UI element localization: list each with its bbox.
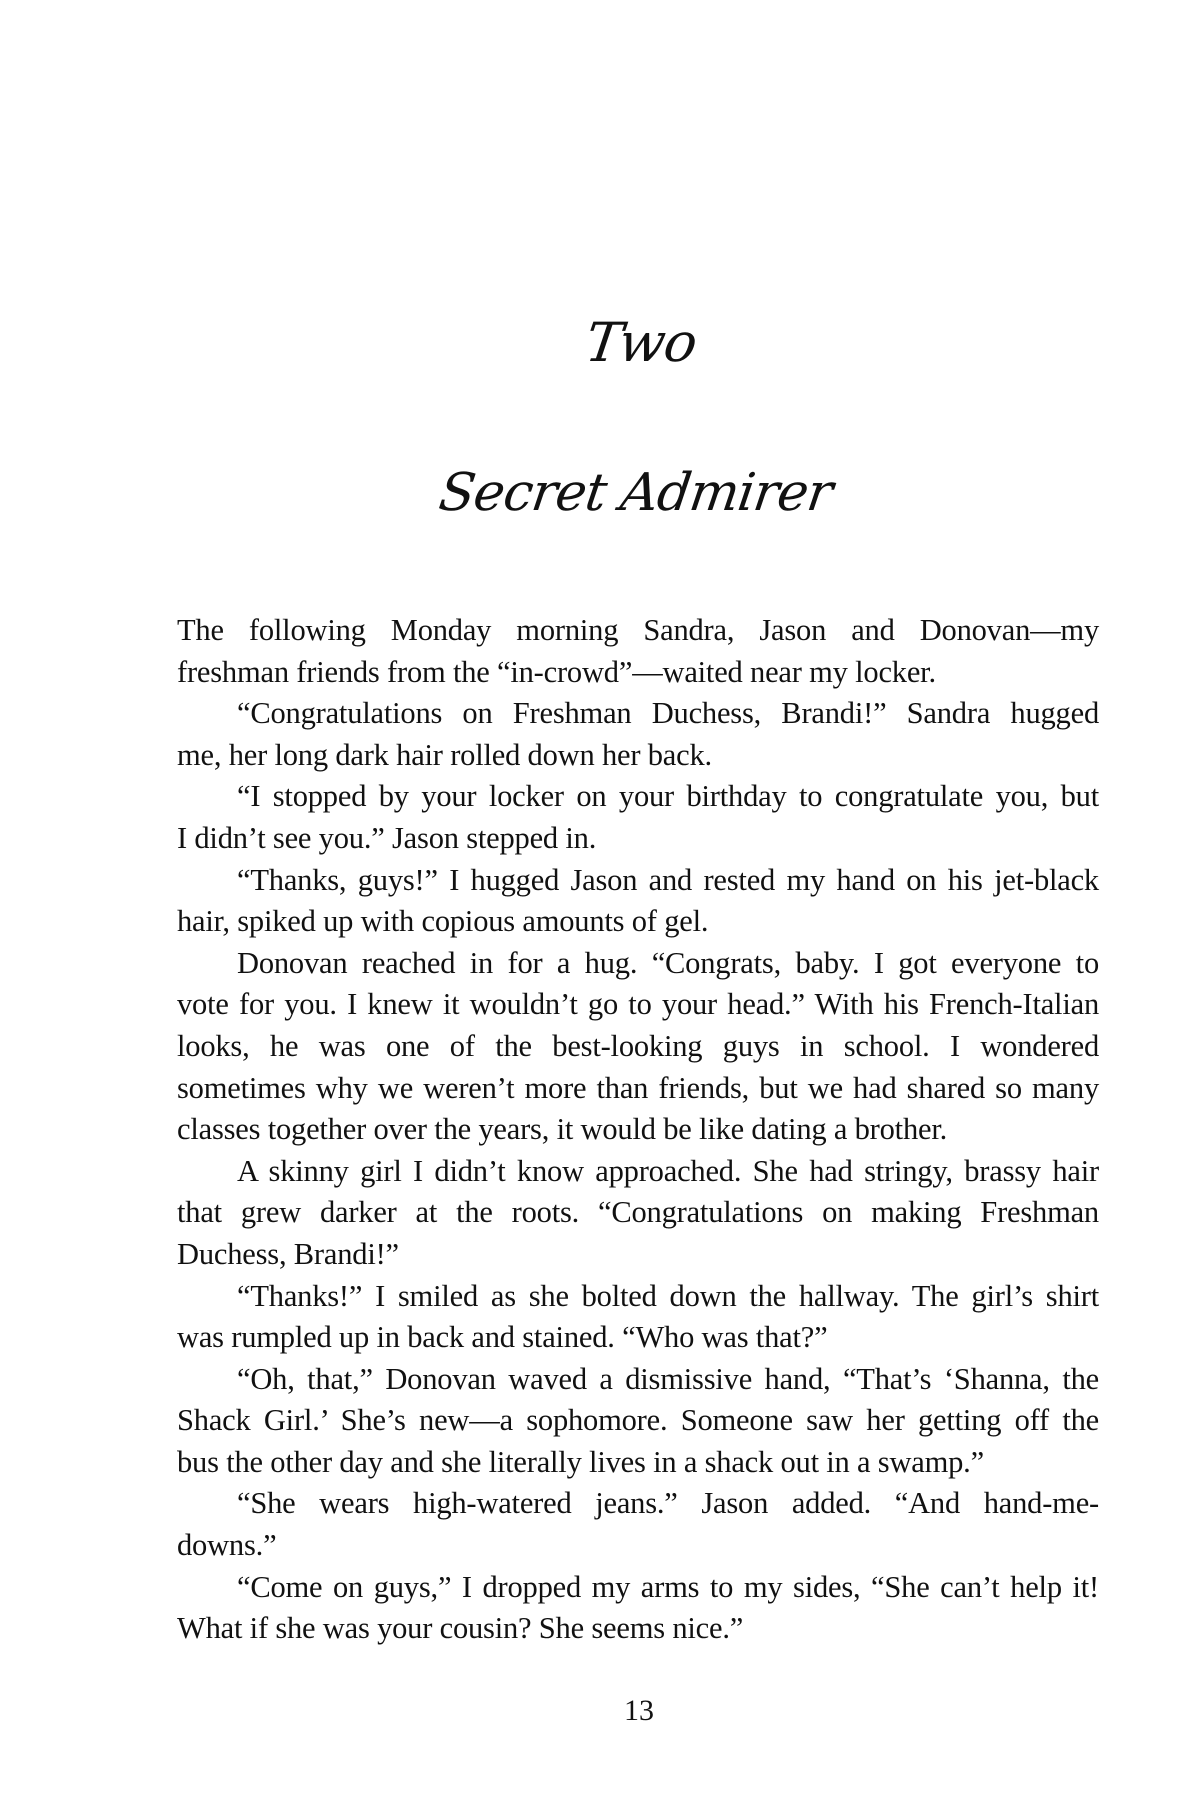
- body-line: that grew darker at the roots. “Congratulations on making Freshman: [177, 1195, 1099, 1230]
- body-line: sometimes why we weren’t more than friends, but we had shared so many: [177, 1070, 1099, 1105]
- body-line: A skinny girl I didn’t know approached. She had stringy, brassy hair: [237, 1153, 1099, 1188]
- body-line: freshman friends from the “in-crowd”—waited near my locker.: [177, 654, 936, 689]
- page-number: 13: [624, 1694, 654, 1727]
- body-line: Donovan reached in for a hug. “Congrats, baby. I got everyone to: [237, 945, 1099, 980]
- body-line: “Congratulations on Freshman Duchess, Brandi!” Sandra hugged: [237, 696, 1099, 731]
- body-line: bus the other day and she literally lives in a shack out in a swamp.”: [177, 1444, 984, 1479]
- body-line: “Thanks!” I smiled as she bolted down the hallway. The girl’s shirt: [237, 1278, 1099, 1313]
- body-line: downs.”: [177, 1528, 277, 1563]
- body-line: Duchess, Brandi!”: [177, 1236, 399, 1271]
- body-line: Shack Girl.’ She’s new—a sophomore. Someone saw her getting off the: [177, 1403, 1099, 1438]
- body-line: vote for you. I knew it wouldn’t go to your head.” With his French-Italian: [177, 987, 1099, 1022]
- chapter-body: [177, 610, 1099, 1650]
- body-line: What if she was your cousin? She seems nice.”: [177, 1611, 744, 1646]
- body-line: “Come on guys,” I dropped my arms to my sides, “She can’t help it!: [237, 1569, 1099, 1604]
- chapter-number: Two: [581, 311, 701, 374]
- body-line: classes together over the years, it would be like dating a brother.: [177, 1112, 948, 1147]
- body-line: “I stopped by your locker on your birthday to congratulate you, but: [237, 779, 1099, 814]
- body-line: was rumpled up in back and stained. “Who was that?”: [177, 1320, 828, 1355]
- body-line: looks, he was one of the best-looking guys in school. I wondered: [177, 1028, 1099, 1063]
- body-line: I didn’t see you.” Jason stepped in.: [177, 820, 597, 855]
- body-line: “Oh, that,” Donovan waved a dismissive hand, “That’s ‘Shanna, the: [237, 1361, 1099, 1396]
- body-line: The following Monday morning Sandra, Jason and Donovan—my: [177, 613, 1099, 647]
- chapter-title: Secret Admirer: [435, 463, 836, 523]
- body-line: “She wears high-watered jeans.” Jason added. “And hand-me-: [237, 1486, 1099, 1521]
- body-line: “Thanks, guys!” I hugged Jason and rested my hand on his jet-black: [237, 862, 1099, 897]
- body-line: me, her long dark hair rolled down her back.: [177, 737, 712, 772]
- body-line: hair, spiked up with copious amounts of gel.: [177, 904, 709, 939]
